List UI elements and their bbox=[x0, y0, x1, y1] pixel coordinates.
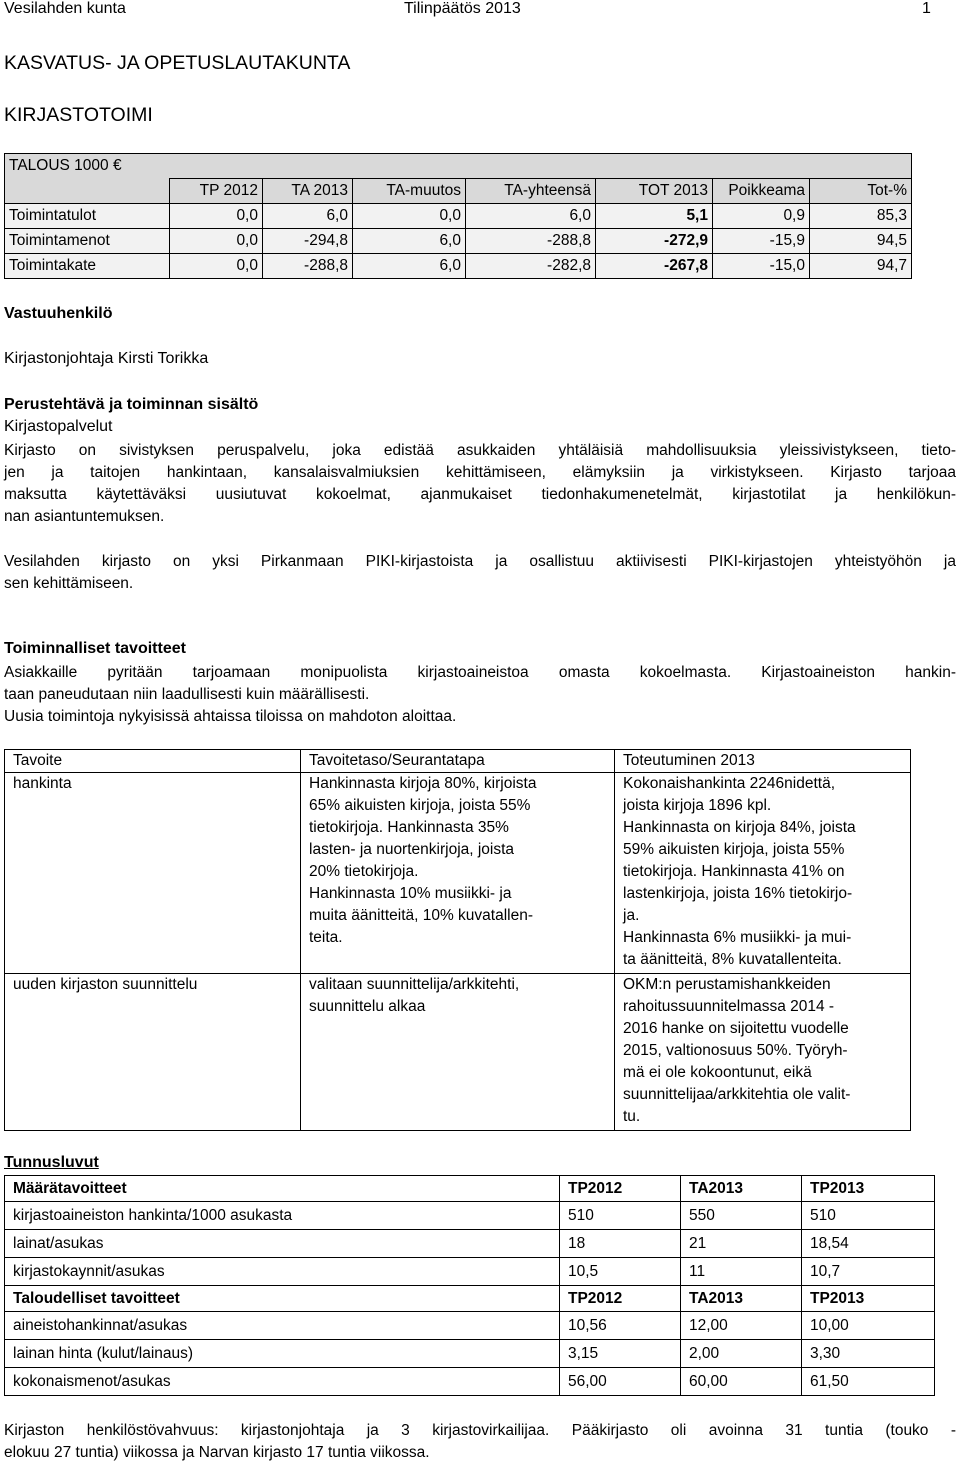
finance-cell: -15,9 bbox=[713, 229, 810, 254]
staff-paragraph bbox=[4, 1420, 956, 1464]
kf-cell: 18 bbox=[560, 1230, 681, 1258]
economic-header-row bbox=[5, 1286, 935, 1312]
page-title: KASVATUS- JA OPETUSLAUTAKUNTA bbox=[4, 52, 351, 74]
kf-cell: 10,7 bbox=[802, 1258, 935, 1286]
goals-row-suunnittelu bbox=[5, 974, 911, 1131]
kf-row bbox=[5, 1368, 935, 1396]
finance-cell: 85,3 bbox=[810, 204, 912, 229]
finance-col-ta-yhteensa: TA-yhteensä bbox=[466, 179, 596, 204]
goals-col-goal: Tavoite bbox=[5, 750, 301, 773]
finance-cell: 6,0 bbox=[353, 254, 466, 279]
target-cell bbox=[301, 773, 615, 974]
finance-cell: 6,0 bbox=[263, 204, 353, 229]
kf-cell: 10,56 bbox=[560, 1312, 681, 1340]
goals-table bbox=[4, 749, 911, 1131]
goals-row-hankinta bbox=[5, 773, 911, 974]
kf-col-tp2012: TP2012 bbox=[560, 1176, 681, 1202]
goals-header-row bbox=[5, 750, 911, 773]
finance-col-tot2013: TOT 2013 bbox=[596, 179, 713, 204]
cell-line: mä ei ole kokoontunut, eikä bbox=[623, 1064, 812, 1081]
cell-line: suunnittelu alkaa bbox=[309, 998, 426, 1015]
finance-caption: TALOUS 1000 € bbox=[5, 154, 912, 179]
paragraph-line: jen ja taitojen hankintaan, kansalaisvalmiuksien kehittämiseen, elämyksiin ja virkistykseen. Kirjasto tarjoaa bbox=[4, 464, 956, 481]
basic-task-paragraph-2 bbox=[4, 551, 956, 595]
goals-col-result: Toteutuminen 2013 bbox=[615, 750, 911, 773]
paragraph-line: Asiakkaille pyritään tarjoamaan monipuolista kirjastoaineistoa omasta kokoelmasta. Kirjastoaineiston hankin- bbox=[4, 664, 956, 681]
header-page-number: 1 bbox=[922, 0, 931, 17]
finance-cell: 6,0 bbox=[466, 204, 596, 229]
basic-task-paragraph-1 bbox=[4, 440, 956, 528]
cell-line: Kokonaishankinta 2246nidettä, bbox=[623, 775, 835, 792]
goal-cell: hankinta bbox=[5, 773, 301, 974]
kf-col-label: Taloudelliset tavoitteet bbox=[5, 1286, 560, 1312]
kf-row bbox=[5, 1202, 935, 1230]
cell-line: Hankinnasta kirjoja 80%, kirjoista bbox=[309, 775, 537, 792]
cell-line: 65% aikuisten kirjoja, joista 55% bbox=[309, 797, 531, 814]
kf-cell: 510 bbox=[802, 1202, 935, 1230]
finance-cell: -288,8 bbox=[466, 229, 596, 254]
cell-line: ja. bbox=[623, 907, 640, 924]
cell-line: suunnittelijaa/arkkitehtia ole valit- bbox=[623, 1086, 851, 1103]
finance-row-label: Toimintamenot bbox=[5, 229, 170, 254]
finance-col-poikkeama: Poikkeama bbox=[713, 179, 810, 204]
cell-line: OKM:n perustamishankkeiden bbox=[623, 976, 831, 993]
cell-line: Hankinnasta 10% musiikki- ja bbox=[309, 885, 512, 902]
finance-cell-actual: 5,1 bbox=[596, 204, 713, 229]
finance-cell-actual: -267,8 bbox=[596, 254, 713, 279]
kf-row-label: aineistohankinnat/asukas bbox=[5, 1312, 560, 1340]
cell-line: Hankinnasta on kirjoja 84%, joista bbox=[623, 819, 856, 836]
finance-row-toimintakate bbox=[5, 254, 912, 279]
cell-line: lasten- ja nuortenkirjoja, joista bbox=[309, 841, 515, 858]
paragraph-line: taan paneudutaan niin laadullisesti kuin määrällisesti. bbox=[4, 686, 370, 703]
kf-row bbox=[5, 1312, 935, 1340]
finance-cell: 6,0 bbox=[353, 229, 466, 254]
finance-cell: 0,0 bbox=[170, 204, 263, 229]
paragraph-line: sen kehittämiseen. bbox=[4, 575, 134, 592]
finance-col-label bbox=[5, 179, 170, 204]
kf-cell: 10,00 bbox=[802, 1312, 935, 1340]
finance-cell: -15,0 bbox=[713, 254, 810, 279]
kf-cell: 56,00 bbox=[560, 1368, 681, 1396]
goals-paragraph bbox=[4, 662, 956, 728]
kf-col-tp2013: TP2013 bbox=[802, 1176, 935, 1202]
finance-table bbox=[4, 153, 912, 279]
kf-col-ta2013: TA2013 bbox=[681, 1176, 802, 1202]
basic-task-heading: Perustehtävä ja toiminnan sisältö bbox=[4, 396, 259, 413]
kf-cell: 10,5 bbox=[560, 1258, 681, 1286]
kf-row-label: kirjastoaineiston hankinta/1000 asukasta bbox=[5, 1202, 560, 1230]
finance-cell: -282,8 bbox=[466, 254, 596, 279]
finance-row-toimintatulot bbox=[5, 204, 912, 229]
kf-cell: 21 bbox=[681, 1230, 802, 1258]
finance-col-ta2013: TA 2013 bbox=[263, 179, 353, 204]
kf-row-label: kokonaismenot/asukas bbox=[5, 1368, 560, 1396]
result-cell bbox=[615, 974, 911, 1131]
cell-line: 2015, valtionosuus 50%. Työryh- bbox=[623, 1042, 848, 1059]
kf-cell: 11 bbox=[681, 1258, 802, 1286]
paragraph-line: Vesilahden kirjasto on yksi Pirkanmaan PIKI-kirjastoista ja osallistuu aktiivisesti PIKI-kirjastojen yhteistyöhön ja bbox=[4, 553, 956, 570]
finance-row-label: Toimintakate bbox=[5, 254, 170, 279]
goal-cell: uuden kirjaston suunnittelu bbox=[5, 974, 301, 1131]
kf-row bbox=[5, 1258, 935, 1286]
kf-cell: 3,15 bbox=[560, 1340, 681, 1368]
kf-row bbox=[5, 1340, 935, 1368]
cell-line: teita. bbox=[309, 929, 343, 946]
kf-col-tp2013: TP2013 bbox=[802, 1286, 935, 1312]
cell-line: tietokirjoja. Hankinnasta 41% on bbox=[623, 863, 845, 880]
finance-cell: 0,0 bbox=[170, 229, 263, 254]
finance-cell-actual: -272,9 bbox=[596, 229, 713, 254]
kf-cell: 12,00 bbox=[681, 1312, 802, 1340]
target-cell bbox=[301, 974, 615, 1131]
paragraph-line: elokuu 27 tuntia) viikossa ja Narvan kirjasto 17 tuntia viikossa. bbox=[4, 1444, 430, 1461]
kf-cell: 2,00 bbox=[681, 1340, 802, 1368]
cell-line: tu. bbox=[623, 1108, 641, 1125]
finance-row-toimintamenot bbox=[5, 229, 912, 254]
kf-cell: 550 bbox=[681, 1202, 802, 1230]
paragraph-line: Kirjasto on sivistyksen peruspalvelu, joka edistää asukkaiden yhtäläisiä mahdollisuuksia yleissivistykseen, tieto- bbox=[4, 442, 956, 459]
goals-col-target: Tavoitetaso/Seurantatapa bbox=[301, 750, 615, 773]
kf-cell: 60,00 bbox=[681, 1368, 802, 1396]
paragraph-line: nan asiantuntemuksen. bbox=[4, 508, 165, 525]
cell-line: 2016 hanke on sijoitettu vuodelle bbox=[623, 1020, 849, 1037]
kf-row-label: lainan hinta (kulut/lainaus) bbox=[5, 1340, 560, 1368]
cell-line: muita äänitteitä, 10% kuvatallen- bbox=[309, 907, 534, 924]
key-figures-heading: Tunnusluvut bbox=[4, 1154, 99, 1171]
cell-line: tietokirjoja. Hankinnasta 35% bbox=[309, 819, 509, 836]
cell-line: joista kirjoja 1896 kpl. bbox=[623, 797, 772, 814]
quantitative-header-row bbox=[5, 1176, 935, 1202]
responsible-heading: Vastuuhenkilö bbox=[4, 305, 113, 322]
cell-line: 59% aikuisten kirjoja, joista 55% bbox=[623, 841, 845, 858]
finance-cell: -288,8 bbox=[263, 254, 353, 279]
kf-col-label: Määrätavoitteet bbox=[5, 1176, 560, 1202]
paragraph-line: maksutta käytettäväksi uusiutuvat kokoelmat, ajanmukaiset tiedonhakumenetelmät, kirjastotilat ja henkilökun- bbox=[4, 486, 956, 503]
finance-row-label: Toimintatulot bbox=[5, 204, 170, 229]
header-report: Tilinpäätös 2013 bbox=[404, 0, 521, 17]
kf-row-label: kirjastokaynnit/asukas bbox=[5, 1258, 560, 1286]
cell-line: lastenkirjoja, joista 16% tietokirjo- bbox=[623, 885, 853, 902]
goals-heading: Toiminnalliset tavoitteet bbox=[4, 640, 186, 657]
finance-cell: -294,8 bbox=[263, 229, 353, 254]
cell-line: 20% tietokirjoja. bbox=[309, 863, 419, 880]
finance-col-ta-muutos: TA-muutos bbox=[353, 179, 466, 204]
key-figures-table bbox=[4, 1175, 935, 1396]
finance-cell: 0,0 bbox=[353, 204, 466, 229]
kf-col-tp2012: TP2012 bbox=[560, 1286, 681, 1312]
paragraph-line: Uusia toimintoja nykyisissä ahtaissa tiloissa on mahdoton aloittaa. bbox=[4, 708, 457, 725]
kf-row bbox=[5, 1230, 935, 1258]
cell-line: rahoitussuunnitelmassa 2014 - bbox=[623, 998, 835, 1015]
finance-cell: 94,5 bbox=[810, 229, 912, 254]
finance-caption-row bbox=[5, 154, 912, 179]
finance-cell: 94,7 bbox=[810, 254, 912, 279]
cell-line: Hankinnasta 6% musiikki- ja mui- bbox=[623, 929, 852, 946]
kf-cell: 61,50 bbox=[802, 1368, 935, 1396]
cell-line: valitaan suunnittelija/arkkitehti, bbox=[309, 976, 520, 993]
kf-cell: 510 bbox=[560, 1202, 681, 1230]
responsible-name: Kirjastonjohtaja Kirsti Torikka bbox=[4, 350, 209, 367]
basic-task-subheading: Kirjastopalvelut bbox=[4, 418, 113, 435]
result-cell bbox=[615, 773, 911, 974]
kf-col-ta2013: TA2013 bbox=[681, 1286, 802, 1312]
finance-header-row bbox=[5, 179, 912, 204]
finance-col-tp2012: TP 2012 bbox=[170, 179, 263, 204]
kf-cell: 18,54 bbox=[802, 1230, 935, 1258]
header-municipality: Vesilahden kunta bbox=[4, 0, 126, 17]
unit-title: KIRJASTOTOIMI bbox=[4, 104, 153, 126]
finance-col-tot-percent: Tot-% bbox=[810, 179, 912, 204]
paragraph-line: Kirjaston henkilöstövahvuus: kirjastonjohtaja ja 3 kirjastovirkailijaa. Pääkirjasto oli avoinna 31 tuntia (touko - bbox=[4, 1422, 956, 1439]
kf-cell: 3,30 bbox=[802, 1340, 935, 1368]
kf-row-label: lainat/asukas bbox=[5, 1230, 560, 1258]
finance-cell: 0,0 bbox=[170, 254, 263, 279]
finance-cell: 0,9 bbox=[713, 204, 810, 229]
cell-line: ta äänitteitä, 8% kuvatallenteita. bbox=[623, 951, 842, 968]
